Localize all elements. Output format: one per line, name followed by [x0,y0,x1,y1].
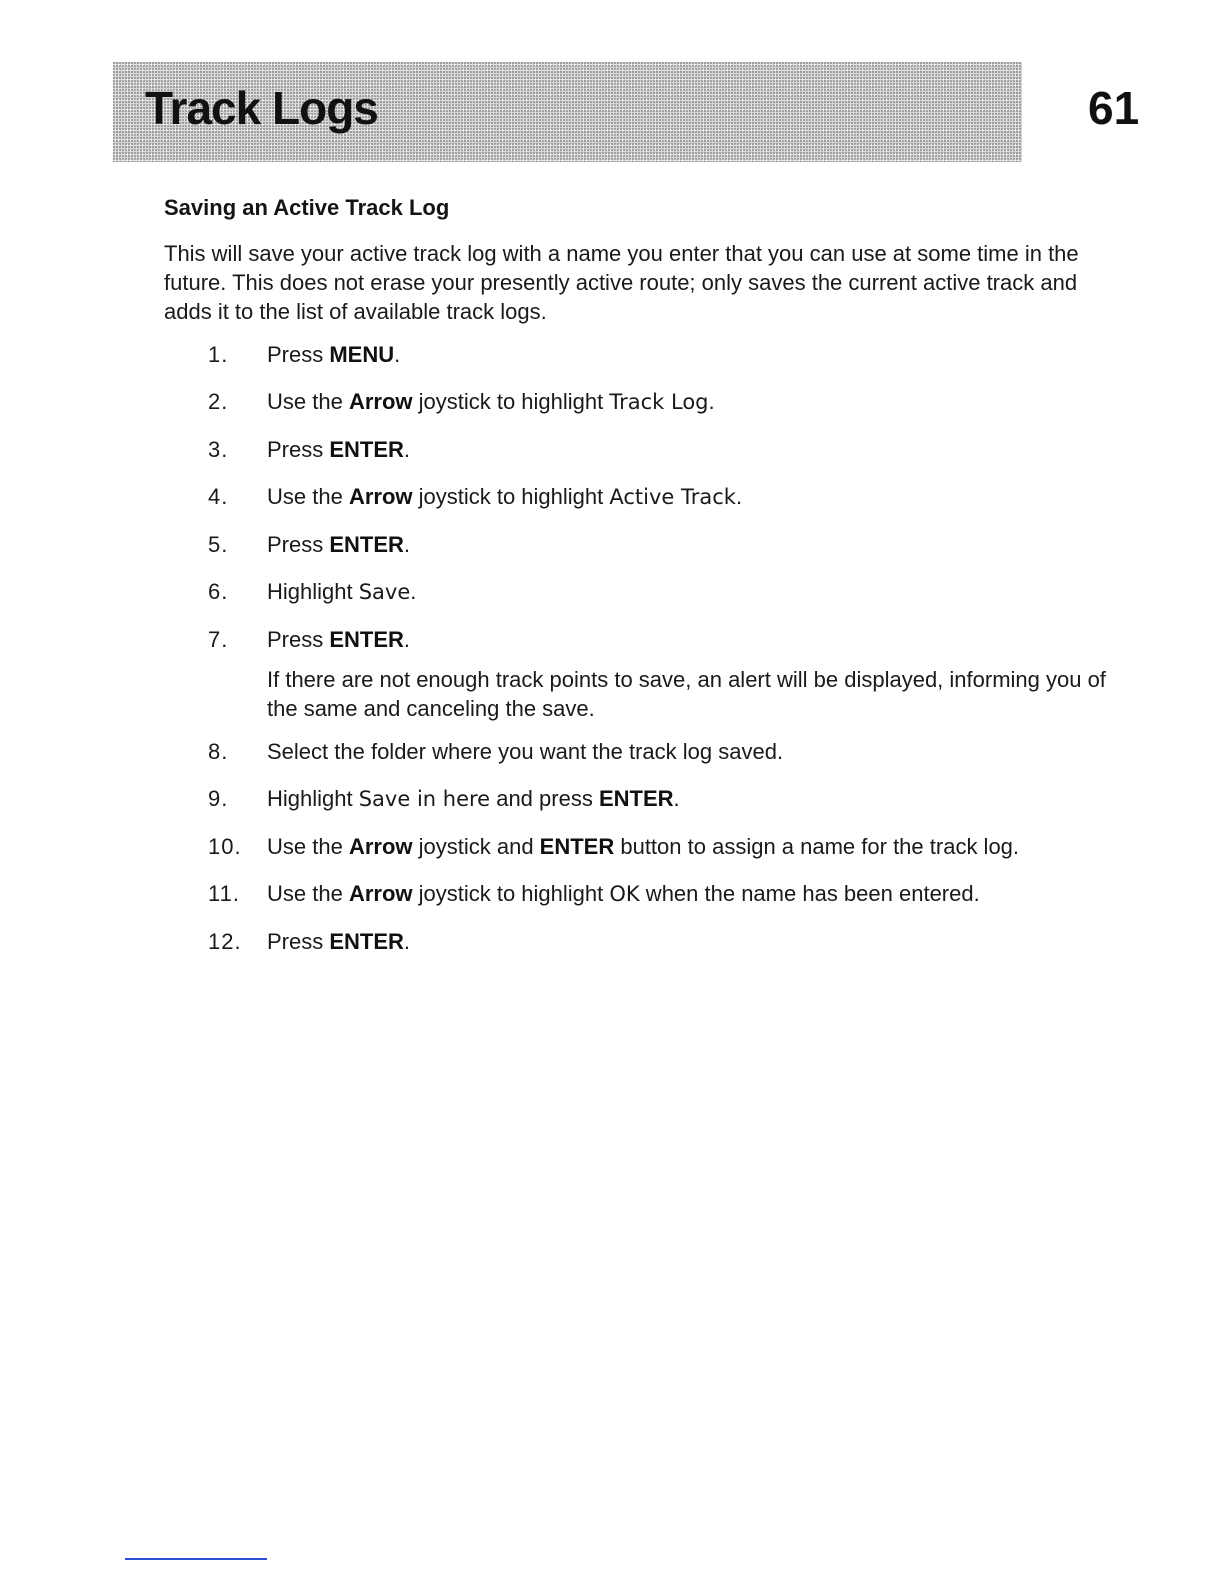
step-text [267,786,680,811]
step-text [267,389,715,414]
menu-term: OK [609,882,640,906]
key-name: ENTER [329,532,404,557]
step-item [208,784,1128,814]
menu-term: Save [358,580,411,604]
step-number: 4. [208,484,229,509]
key-name: Arrow [348,484,413,509]
step-text-run: joystick to highlight [412,484,610,509]
step-item [208,879,1128,909]
step-text-run: Select the folder where you want the track log saved. [267,739,784,764]
step-item [208,927,1128,956]
key-name: ENTER [329,627,404,652]
step-text-run: . [394,342,401,367]
step-text-run: Highlight [267,579,359,604]
step-number: 6. [208,579,229,604]
step-text-run: when the name has been entered. [639,881,980,906]
chapter-title: Track Logs [145,82,378,134]
key-name: Arrow [348,389,413,414]
step-item [208,435,1128,464]
step-number: 7. [208,627,229,652]
step-number: 1. [208,342,229,367]
step-text-run: . [403,532,411,557]
key-name: ENTER [329,437,404,462]
footer-rule [125,1558,267,1560]
section-intro: This will save your active track log with a name you enter that you can use at some time in the future. This does not erase your presently active route; only saves the current active track and adds it to the list of available track logs. [164,241,1079,324]
step-text [267,532,410,557]
step-item [208,737,1128,766]
key-name: ENTER [539,834,615,859]
step-number: 8. [208,739,229,764]
step-text-run: button to assign a name for the track log. [614,834,1020,859]
step-text-run: Highlight [267,786,359,811]
step-text [267,627,410,652]
step-text-run: . [708,389,715,414]
step-text [267,881,980,906]
step-item [208,530,1128,559]
step-number: 2. [208,389,229,414]
step-number: 3. [208,437,229,462]
step-text-run: joystick and [412,834,540,859]
step-item [208,387,1128,417]
step-item [208,625,1128,654]
step-item [208,482,1128,512]
step-number: 9. [208,786,229,811]
menu-term: Active Track [609,485,736,509]
step-text-run: joystick to highlight [412,881,610,906]
step-text-run: Use the [267,484,349,509]
step-note: If there are not enough track points to save, an alert will be displayed, informing you of the same and canceling the save. [267,667,1106,721]
step-text-run: . [410,579,417,604]
step-text-run: Press [267,627,330,652]
step-number: 5. [208,532,229,557]
step-text-run: Use the [267,881,349,906]
step-text [267,484,742,509]
step-text-run: . [673,786,680,811]
key-name: ENTER [598,786,674,811]
step-text-run: . [403,627,411,652]
step-text-run: joystick to highlight [412,389,610,414]
menu-term: Save in here [358,787,491,811]
key-name: Arrow [348,834,413,859]
step-text [267,739,783,764]
section-heading: Saving an Active Track Log [164,195,450,220]
page-number: 61 [1088,82,1140,134]
steps-list [208,340,1128,974]
key-name: Arrow [348,881,413,906]
key-name: ENTER [329,929,404,954]
step-item [208,340,1128,369]
step-number: 11. [208,881,240,906]
step-text [267,437,410,462]
step-text-run: Use the [267,389,349,414]
step-text [267,929,410,954]
step-text-run: Press [267,342,330,367]
step-text [267,834,1019,859]
step-text-run: Press [267,437,330,462]
step-text-run: Press [267,532,330,557]
step-text [267,342,400,367]
step-text [267,579,416,604]
step-number: 10. [208,834,242,859]
step-text-run: and press [490,786,599,811]
step-text-run: Press [267,929,330,954]
step-item [208,832,1128,861]
step-text-run: . [403,437,411,462]
step-number: 12. [208,929,242,954]
key-name: MENU [329,342,395,367]
step-text-run: Use the [267,834,349,859]
step-text-run: . [403,929,411,954]
step-text-run: . [735,484,743,509]
menu-term: Track Log [609,390,709,414]
step-item [208,577,1128,607]
